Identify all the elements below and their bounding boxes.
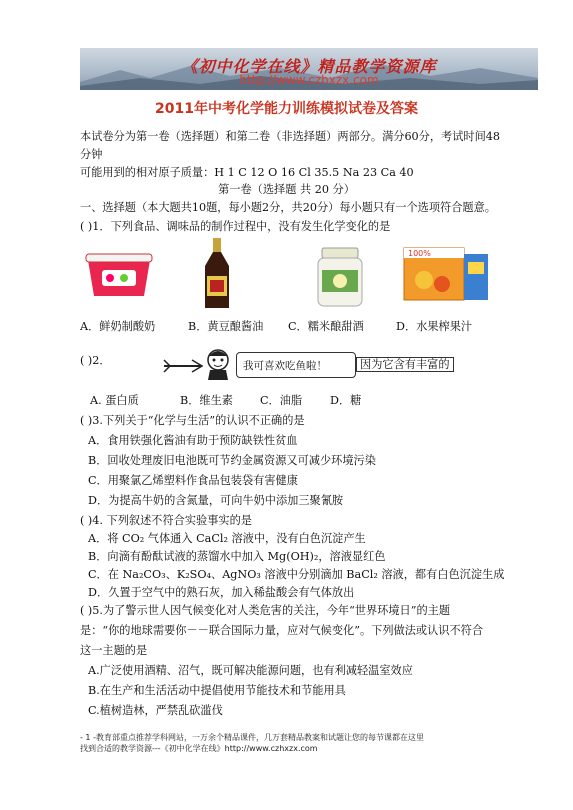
q3-option-a[interactable]: A．食用铁强化酱油有助于预防缺铁性贫血 xyxy=(88,434,298,447)
q1-option-c[interactable]: C．糯米酿甜酒 xyxy=(288,320,364,333)
q4-option-c[interactable]: C．在 Na₂CO₃、K₂SO₄、AgNO₃ 溶液中分别滴加 BaCl₂ 溶液，都有白色沉淀生成 xyxy=(88,568,505,581)
question-5-stem-1: ( )5.为了警示世人因气候变化对人类危害的关注，今年“世界环境日”的主题 xyxy=(80,604,451,617)
q5-option-c[interactable]: C.植树造林，严禁乱砍滥伐 xyxy=(88,704,223,717)
page-title: 2011年中考化学能力训练模拟试卷及答案 xyxy=(155,101,418,117)
footer-line-1: - 1 -教育部重点推荐学科网站，一万余个精品课件，几万套精品教案和试题让您的每节课都在这里 xyxy=(80,733,424,742)
q2-option-c[interactable]: C．油脂 xyxy=(260,394,303,407)
intro-line-2: 分钟 xyxy=(80,148,103,161)
q2-option-d[interactable]: D．糖 xyxy=(330,394,362,407)
q1-option-b[interactable]: B．黄豆酿酱油 xyxy=(188,320,264,333)
page-footer xyxy=(80,732,540,754)
question-5-stem-2: 是：“你的地球需要你－－联合国际力量，应对气候变化”。下列做法或认识不符合 xyxy=(80,624,484,637)
atomic-masses: 可能用到的相对原子质量：H 1 C 12 O 16 Cl 35.5 Na 23 Ca 40 xyxy=(80,166,414,179)
question-3-stem: ( )3.下列关于“化学与生活”的认识不正确的是 xyxy=(80,414,305,427)
q2-option-b[interactable]: B．维生素 xyxy=(180,394,233,407)
speech-bubble xyxy=(236,352,356,378)
question-1-stem: ( )1．下列食品、调味品的制作过程中，没有发生化学变化的是 xyxy=(80,220,391,233)
intro-line-1: 本试卷分为第一卷（选择题）和第二卷（非选择题）两部分。满分60分，考试时间48 xyxy=(80,130,501,143)
yogurt-cup-icon xyxy=(80,246,158,304)
q3-option-c[interactable]: C．用聚氯乙烯塑料作食品包装袋有害健康 xyxy=(88,474,298,487)
q3-option-b[interactable]: B．回收处理废旧电池既可节约金属资源又可减少环境污染 xyxy=(88,454,376,467)
banner-title: 《初中化学在线》精品教学资源库 xyxy=(181,57,437,76)
q2-reply-text: 因为它含有丰富的 xyxy=(356,357,454,372)
part-heading: 一、选择题（本大题共10题，每小题2分，共20分）每小题只有一个选项符合题意。 xyxy=(80,201,496,214)
q1-option-a[interactable]: A．鲜奶制酸奶 xyxy=(80,320,156,333)
cartoon-person-icon xyxy=(204,348,232,380)
q4-option-a[interactable]: A．将 CO₂ 气体通入 CaCl₂ 溶液中，没有白色沉淀产生 xyxy=(88,532,366,545)
q1-option-d[interactable]: D．水果榨果汁 xyxy=(396,320,473,333)
question-4-stem: ( )4. 下列叙述不符合实验事实的是 xyxy=(80,514,252,527)
soy-sauce-bottle-icon xyxy=(202,236,232,310)
section-header: 第一卷（选择题 共 20 分） xyxy=(218,183,355,196)
svg-text:100%: 100% xyxy=(408,249,431,258)
q4-option-d[interactable]: D．久置于空气中的熟石灰，加入稀盐酸会有气体放出 xyxy=(88,586,355,599)
question-2-reply xyxy=(356,356,454,372)
fish-icon xyxy=(162,356,208,376)
footer-line-2[interactable]: 找到合适的教学资源---《初中化学在线》http://www.czhxzx.com xyxy=(80,744,318,753)
juice-box-icon xyxy=(400,240,492,306)
q5-option-b[interactable]: B.在生产和生活活动中提倡使用节能技术和节能用具 xyxy=(88,684,346,697)
q3-option-d[interactable]: D．为提高牛奶的含氮量，可向牛奶中添加三聚氰胺 xyxy=(88,494,344,507)
question-5-stem-3: 这一主题的是 xyxy=(80,644,148,657)
header-banner xyxy=(80,48,538,90)
question-2-stem: ( )2． xyxy=(80,354,111,367)
q5-option-a[interactable]: A.广泛使用酒精、沼气，既可解决能源问题，也有利减轻温室效应 xyxy=(88,664,413,677)
banner-url[interactable]: http://www.czhxzx.com xyxy=(239,73,379,87)
q4-option-b[interactable]: B．向滴有酚酞试液的蒸馏水中加入 Mg(OH)₂，溶液显红色 xyxy=(88,550,386,563)
rice-wine-jar-icon xyxy=(312,246,368,308)
speech-bubble-text: 我可喜欢吃鱼啦！ xyxy=(243,360,327,372)
q2-option-a[interactable]: A. 蛋白质 xyxy=(90,394,139,407)
